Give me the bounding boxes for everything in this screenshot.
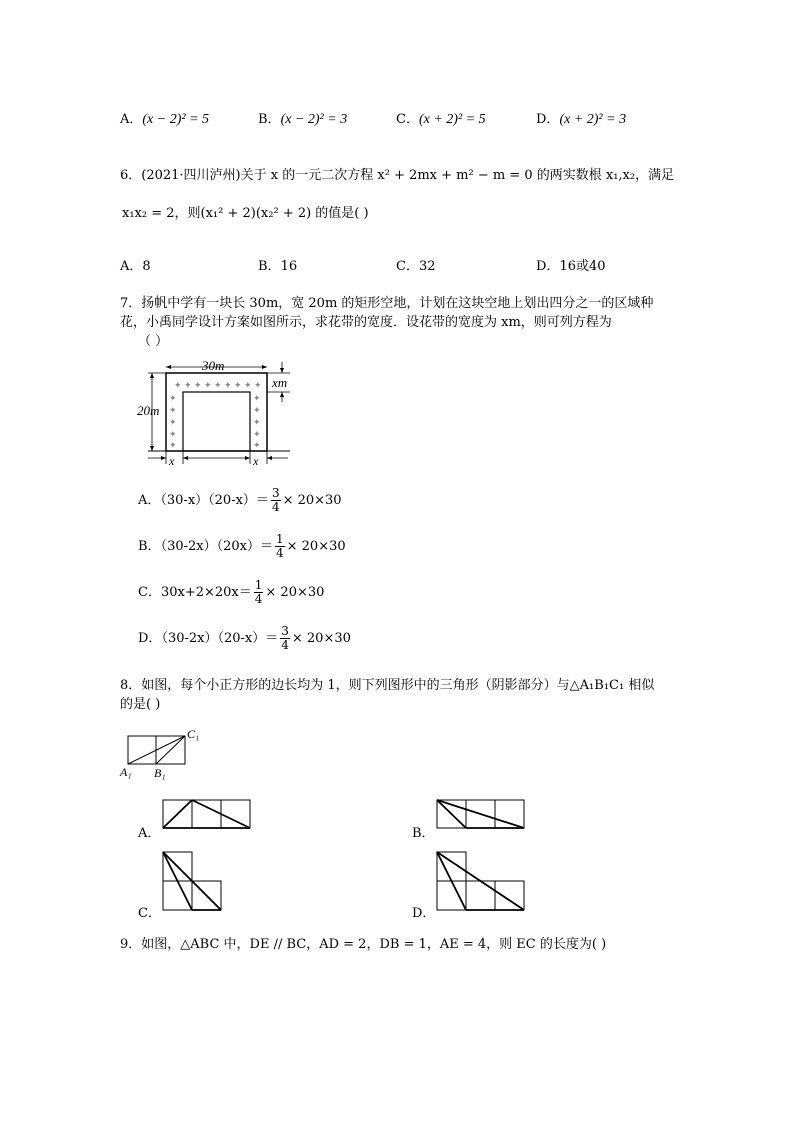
q8-option-a-label: A． [138, 826, 161, 841]
q8-stem-line1: 8．如图，每个小正方形的边长均为 1，则下列图形中的三角形（阴影部分）与△A₁B₁C₁ 相似 [120, 678, 655, 693]
svg-text:✦: ✦ [254, 380, 262, 390]
q6-option-b: B．16 [258, 259, 298, 274]
svg-text:✦: ✦ [169, 440, 177, 450]
svg-text:✦: ✦ [194, 380, 202, 390]
label-c1: C₁ [187, 727, 200, 741]
q9-stem-line1: 9．如图，△ABC 中，DE // BC，AD = 2，DB = 1，AE = 4，则 EC 的长度为( ) [120, 937, 607, 952]
q5-option-c: C．(x + 2)² = 5 [396, 112, 486, 127]
q8-reference-triangle [118, 728, 228, 780]
q5-option-b: B．(x − 2)² = 3 [258, 112, 348, 127]
q7-option-a: A．（30-x）（20-x）＝ $\frac{3}{4}$ × 20×30 [138, 486, 342, 514]
q7-garden-figure [138, 356, 298, 468]
q7-stem-line1: 7．扬帆中学有一块长 30m，宽 20m 的矩形空地，计划在这块空地上划出四分之一的区域种 [120, 296, 654, 311]
svg-text:✦: ✦ [169, 429, 177, 439]
q8-stem-line2: 的是( ) [120, 697, 161, 712]
q5-option-d: D．(x + 2)² = 3 [536, 112, 627, 127]
q7-option-d: D．（30-2x）（20-x）＝ $\frac{3}{4}$ × 20×30 [138, 624, 351, 652]
q7-bottom-x-left: x [169, 454, 175, 468]
q6-stem-line1: 6．(2021·四川泸州)关于 x 的一元二次方程 x² + 2mx + m² − m = 0 的两实数根 x₁,x₂，满足 [120, 168, 675, 183]
svg-text:✦: ✦ [244, 380, 252, 390]
label-a1: A₁ [120, 765, 132, 779]
svg-text:✦: ✦ [184, 380, 192, 390]
q8-option-d-figure [436, 851, 528, 913]
q6-option-d: D．16或40 [536, 259, 606, 274]
svg-text:✦: ✦ [224, 380, 232, 390]
q7-bottom-x-right: x [253, 454, 259, 468]
svg-text:✦: ✦ [204, 380, 212, 390]
svg-text:✦: ✦ [169, 393, 177, 403]
svg-text:✦: ✦ [214, 380, 222, 390]
svg-text:✦: ✦ [253, 440, 261, 450]
q7-left-label: 20m [137, 403, 160, 418]
svg-text:✦: ✦ [169, 405, 177, 415]
svg-text:✦: ✦ [253, 405, 261, 415]
q7-stem-line2: 花，小禹同学设计方案如图所示，求花带的宽度．设花带的宽度为 xm，则可列方程为 [120, 315, 612, 330]
svg-text:✦: ✦ [253, 393, 261, 403]
q7-stem-line3: （ ） [138, 334, 169, 349]
svg-text:✦: ✦ [253, 429, 261, 439]
q6-option-c: C．32 [396, 259, 436, 274]
svg-text:✦: ✦ [253, 417, 261, 427]
q8-option-b-figure [436, 799, 528, 831]
q5-option-a: A．(x − 2)² = 5 [120, 112, 210, 127]
q8-option-c-label: C． [138, 906, 161, 921]
label-b1: B₁ [154, 766, 166, 780]
q8-option-d-label: D． [412, 906, 436, 921]
q8-option-c-figure [162, 851, 226, 913]
q7-top-label: 30m [202, 358, 225, 373]
q8-option-a-figure [162, 799, 254, 831]
svg-text:✦: ✦ [169, 417, 177, 427]
q7-right-label: xm [272, 375, 288, 390]
q6-option-a: A．8 [120, 259, 151, 274]
q7-option-c: C．30x+2×20x＝ $\frac{1}{4}$ × 20×30 [138, 578, 325, 606]
svg-text:✦: ✦ [174, 380, 182, 390]
q8-option-b-label: B． [412, 826, 435, 841]
q6-stem-line2: x₁x₂ = 2，则(x₁² + 2)(x₂² + 2) 的值是( ) [122, 206, 369, 221]
q7-option-b: B．（30-2x）（20x）＝ $\frac{1}{4}$ × 20×30 [138, 532, 346, 560]
svg-text:✦: ✦ [234, 380, 242, 390]
